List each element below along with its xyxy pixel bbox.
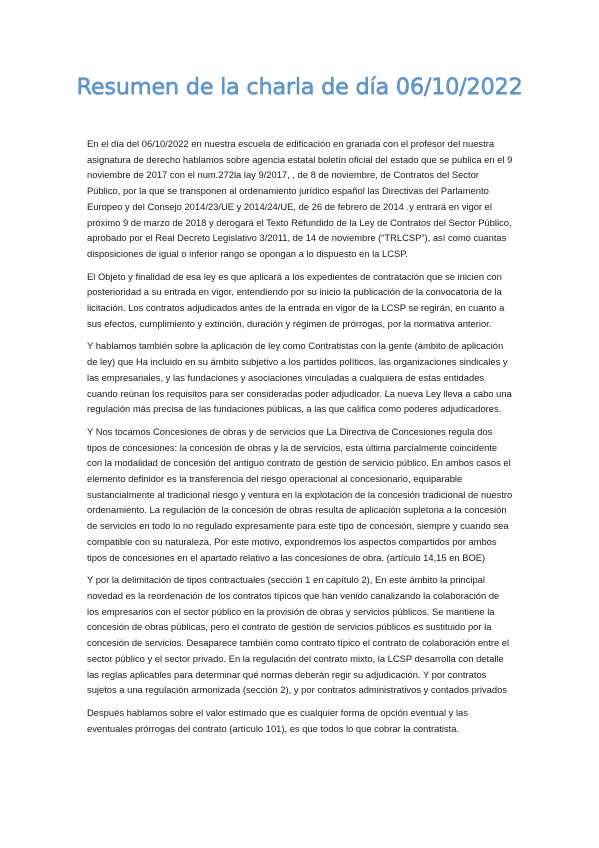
paragraph-aplicacion: Y hablamos también sobre la aplicación de ley como Contratistas con la gente (ámbito de aplicación de ley) que Ha incluido en su ámbito subjetivo a los partidos políticos, las organizaciones sindicales y las empresariales, y las fundaciones y asociaciones vinculadas a cualquiera de estas entidades cuando reúnan los requisitos para ser consideradas poder adjudicador. La nueva Ley lleva a cabo una regulación más precisa de las fundaciones públicas, a las que califica como poderes adjudicadores. [87, 340, 512, 415]
paragraph-concesiones: Y Nos tocamos Concesiones de obras y de servicios que La Directiva de Concesiones regula dos tipos de concesiones: la concesión de obras y la de servicios, esta última parcialmente coincidente con la modalidad de concesión del antiguo contrato de gestión de servicio público. En ambos casos el elemento definidor es la transferencia del riesgo operacional al concesionario, equiparable sustancialmente al tradicional riesgo y ventura en la explotación de la concesión tradicional de nuestro ordenamiento. La regulación de la concesión de obras resulta de aplicación supletoria a la concesión de servicios en todo lo no regulado expresamente para este tipo de concesión, siempre y cuando sea compatible con su naturaleza. Por este motivo, expondremos los aspectos compartidos por ambos tipos de concesiones en el apartado relativo a las concesiones de obra. (artículo 14,15 en BOE) [87, 425, 513, 563]
paragraph-intro: En el día del 06/10/2022 en nuestra escuela de edificación en granada con el profesor del nuestra asignatura de derecho hablamos sobre agencia estatal boletín oficial del estado que se publica en el 9 noviembre de 2017 con el num.272la lay 9/2017, , de 8 de noviembre, de Contratos del Sector Público, por la que se transponen al ordenamiento jurídico español las Directivas del Parlamento Europeo y del Consejo 2014/23/UE y 2014/24/UE, de 26 de febrero de 2014 .y entrará en vigor el próximo 9 de marzo de 2018 y derogará el Texto Refundido de la Ley de Contratos del Sector Público, aprobado por el Real Decreto Legislativo 3/2011, de 14 de noviembre (“TRLCSP”), así como cuantas disposiciones de igual o inferior rango se opongan a lo dispuesto en la LCSP. [87, 138, 513, 259]
document-body [87, 136, 513, 743]
document-title: Resumen de la charla de día 06/10/2022 [76, 74, 523, 100]
paragraph-objeto: El Objeto y finalidad de esa ley es que aplicará a los expedientes de contratación que se inicien con posterioridad a su entrada en vigor, entendiendo por su inicio la publicación de la convocatoria de la licitación. Los contratos adjudicados antes de la entrada en vigor de la LCSP se regirán, en cuanto a sus efectos, cumplimiento y extinción, duración y régimen de prórrogas, por la normativa anterior. [87, 270, 505, 329]
paragraph-tipos-contractuales: Y por la delimitación de tipos contractuales (sección 1 en capítulo 2), En este ámbito la principal novedad es la reordenación de los contratos típicos que han venido canalizando la colaboración de los empresarios con el sector público en la provisión de obras y servicios públicos. Se mantiene la concesión de obras públicas, pero el contrato de gestión de servicios públicos es sustituido por la concesión de servicios. Desaparece también como contrato típico el contrato de colaboración entre el sector público y el sector privado. En la regulación del contrato mixto, la LCSP desarrolla con detalle las reglas aplicables para determinar qué normas deberán regir su adjudicación. Y por contratos sujetos a una regulación armonizada (sección 2), y por contratos administrativos y contados privados [87, 574, 510, 696]
paragraph-valor-estimado: Después hablamos sobre el valor estimado que es cualquier forma de opción eventual y las eventuales prórrogas del contrato (artículo 101), es que todos lo que cobrar la contratista. [87, 706, 468, 734]
